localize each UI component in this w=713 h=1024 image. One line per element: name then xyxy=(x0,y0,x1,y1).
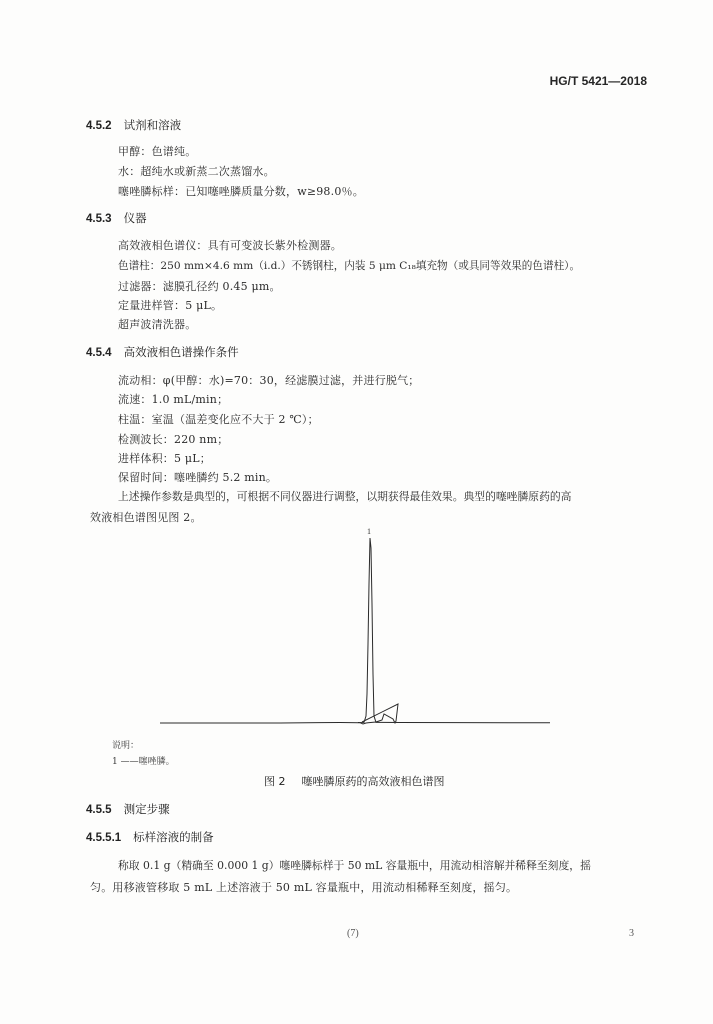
paragraph-line: 检测波长：220 nm； xyxy=(118,433,229,446)
paragraph-line: 甲醇：色谱纯。 xyxy=(118,145,197,158)
paragraph-line: 上述操作参数是典型的，可根据不同仪器进行调整，以期获得最佳效果。典型的噻唑膦原药的高 xyxy=(118,490,572,503)
paragraph-line: 流动相：φ(甲醇：水)=70：30，经滤膜过滤，并进行脱气； xyxy=(118,374,420,387)
paragraph-line: 过滤器：滤膜孔径约 0.45 μm。 xyxy=(118,280,281,293)
figure-title: 噻唑膦原药的高效液相色谱图 xyxy=(301,775,445,788)
peak-label: 1 xyxy=(367,527,371,536)
heading-4-5-5 xyxy=(86,801,170,817)
paragraph-line: 水：超纯水或新蒸二次蒸馏水。 xyxy=(118,165,275,178)
heading-4-5-2 xyxy=(86,117,181,133)
heading-4-5-5-1 xyxy=(86,829,214,845)
section-number: 4.5.2 xyxy=(86,120,112,132)
chromatogram-figure xyxy=(160,524,560,744)
section-number: 4.5.5 xyxy=(86,804,112,816)
section-title: 标样溶液的制备 xyxy=(133,830,214,844)
chromatogram-trace xyxy=(160,538,550,724)
section-number: 4.5.3 xyxy=(86,213,112,225)
paragraph-line: 噻唑膦标样：已知噻唑膦质量分数，w≥98.0％。 xyxy=(118,185,364,198)
paragraph-line: 保留时间：噻唑膦约 5.2 min。 xyxy=(118,471,278,484)
figure-legend-title: 说明： xyxy=(112,741,140,751)
paragraph-line: 匀。用移液管移取 5 mL 上述溶液于 50 mL 容量瓶中，用流动相稀释至刻度，摇匀。 xyxy=(90,881,518,894)
section-title: 试剂和溶液 xyxy=(123,118,182,132)
figure-caption xyxy=(264,773,445,789)
footer-mark: (7) xyxy=(347,928,359,939)
page-number: 3 xyxy=(629,928,634,939)
paragraph-line: 进样体积：5 μL； xyxy=(118,452,211,465)
paragraph-line: 色谱柱：250 mm×4.6 mm（i.d.）不锈钢柱，内装 5 μm C₁₈填充物（或具同等效果的色谱柱）。 xyxy=(118,260,581,272)
paragraph-line: 效液相色谱图见图 2。 xyxy=(90,511,202,524)
section-number: 4.5.4 xyxy=(86,347,112,359)
section-number: 4.5.5.1 xyxy=(86,832,122,844)
paragraph-line: 称取 0.1 g（精确至 0.000 1 g）噻唑膦标样于 50 mL 容量瓶中，用流动相溶解并稀释至刻度，摇 xyxy=(118,859,591,872)
paragraph-line: 定量进样管：5 μL。 xyxy=(118,299,223,312)
heading-4-5-3 xyxy=(86,210,147,226)
section-title: 测定步骤 xyxy=(123,802,170,816)
paragraph-line: 超声波清洗器。 xyxy=(118,318,197,331)
figure-number: 图 2 xyxy=(264,775,286,788)
paragraph-line: 流速：1.0 mL/min； xyxy=(118,393,229,406)
section-title: 高效液相色谱操作条件 xyxy=(123,345,239,359)
heading-4-5-4 xyxy=(86,344,239,360)
section-title: 仪器 xyxy=(123,211,147,225)
figure-legend-item: 1 ——噻唑膦。 xyxy=(112,757,175,767)
paragraph-line: 高效液相色谱仪：具有可变波长紫外检测器。 xyxy=(118,239,342,252)
paragraph-line: 柱温：室温（温差变化应不大于 2 ℃）； xyxy=(118,413,319,426)
standard-number: HG/T 5421—2018 xyxy=(549,74,647,88)
